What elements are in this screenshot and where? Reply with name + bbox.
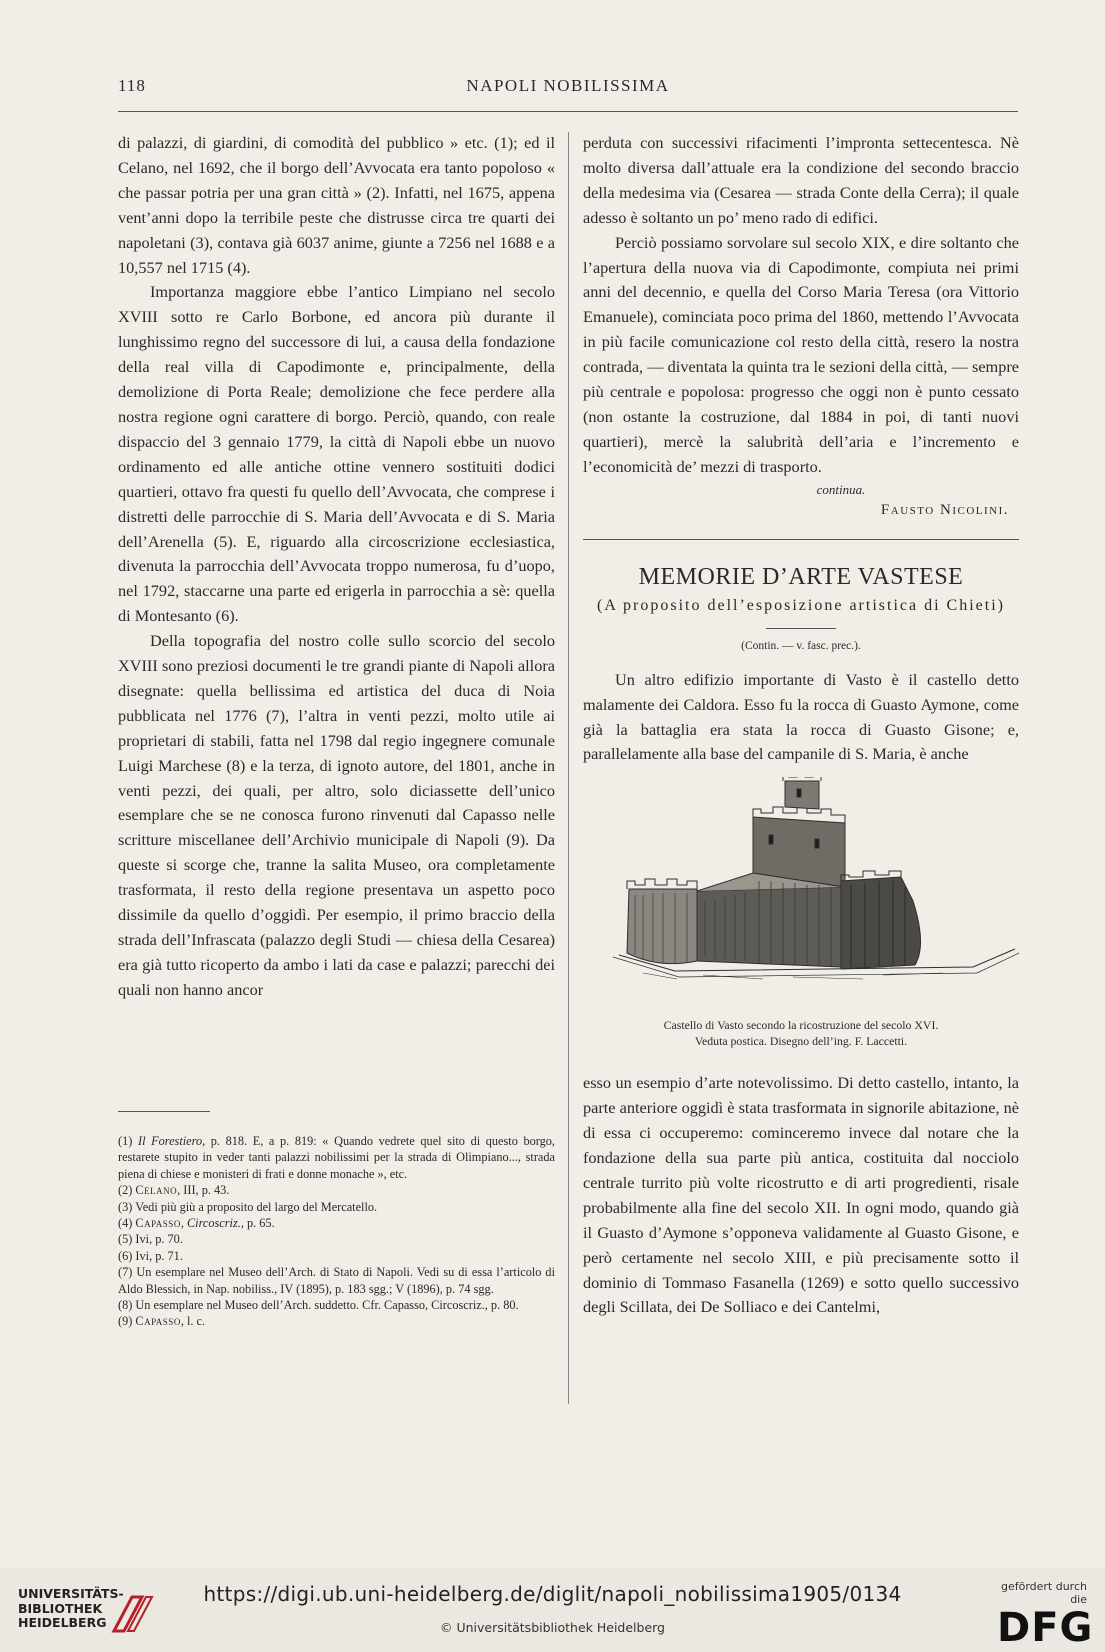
section-rule (583, 539, 1019, 540)
article-paragraph-1: Un altro edifizio importante di Vasto è il castello detto malamente dei Caldora. Esso fu la rocca di Guasto Aymone, come già la battaglia era stata la rocca di Guasto Gisone; e, parallelamente alla base del campanile di S. Maria, è anche (583, 669, 1019, 764)
right-column (583, 131, 1019, 1320)
page-number: 118 (118, 76, 146, 95)
sponsor-label: gefördert durch die (1000, 1580, 1087, 1606)
right-paragraph-2: Perciò possiamo sorvolare sul secolo XIX, e dire soltanto che l’apertura della nuova via di Capodimonte, compiuta nei primi anni del decennio, e quella del Corso Maria Teresa (ora Vittorio Emanuele), cominciata poco prima del 1860, mettendo l’Avvocata in più facile comunicazione col resto della città, resero la nostra contrada, — diventata la quinta tra le sezioni della città, — sempre più centrale e popolosa: progresso che oggi non è punto cessato (non ostante la costruzione, dal 1884 in poi, di tanti nuovi quartieri), mercè la salubrità dell’aria e l’incremento e l’economicità de’ mezzi di trasporto. (583, 232, 1019, 476)
header-rule (118, 111, 1018, 112)
continua-note: continua. (816, 481, 866, 497)
document-url-link[interactable]: https://digi.ub.uni-heidelberg.de/diglit/napoli_nobilissima1905/0134 (203, 1582, 902, 1606)
footnotes (118, 1133, 555, 1330)
footnote-3: (3) Vedi più giù a proposito del largo del Mercatello. (118, 1199, 378, 1214)
figure-caption-line-1: Castello di Vasto secondo la ricostruzione del secolo XVI. (663, 1018, 939, 1033)
footnote-1: (1) Il Forestiero, p. 818. E, a p. 819: « Quando vedrete quel sito di questo borgo, restarete stupito in veder tanti palazzi nobilissimi per la strada di Olimpiano..., strada piena di chiese e monisteri di frati e donne monache », etc. (118, 1134, 555, 1181)
left-paragraph-2: Importanza maggiore ebbe l’antico Limpiano nel secolo XVIII sotto re Carlo Borbone, ed ancora più durante il lunghissimo regno del successore di lui, a causa della fondazione della real villa di Capodimonte e, principalmente, della demolizione di Porta Reale; demolizione che fece perdere alla nostra regione ogni carattere di borgo. Perciò, quando, con reale dispaccio del 3 gennaio 1779, la città di Napoli ebbe un nuovo ordinamento ed alle antiche ottine vennero sostituiti dodici quartieri, ottavo fra questi fu quello dell’Avvocata, che comprese i distretti delle parrocchie di S. Maria dell’Avvocata e di S. Maria dell’Arenella (5). E, riguardo alla circoscrizione ecclesiastica, divenuta la parrocchia dell’Avvocata troppo numerosa, fu d’uopo, nel 1792, staccarne una parte ed erigerla in parrocchia a sè: quella di Montesanto (6). (118, 282, 555, 626)
left-paragraph-3: Della topografia del nostro colle sullo scorcio del secolo XVIII sono preziosi documenti le tre grandi piante di Napoli allora disegnate: quella bellissima ed artistica del duca di Noia pubblicata nel 1776 (7), l’altra in venti pezzi, molto utile ai proprietari di stabili, fatta nel 1798 dal regio ingegnere comunale Luigi Marchese (8) e la terza, di ignoto autore, del 1801, anche in venti pezzi, dei quali, per altro, solo diciassette dell’unico esemplare che se ne conosca furono rinvenuti dal Capasso nelle scritture miscellanee dell’Archivio municipale di Napoli (9). Da queste si scorge che, tranne la salita Museo, ora completamente trasformata, il resto della regione presentava un aspetto poco dissimile da quello d’oggidì. Per esempio, il primo braccio della strada dell’Infrascata (palazzo degli Studi — chiesa della Cesarea) era già tutto ricoperto da ambo i lati da case e palazzi; parecchi dei quali non hanno ancor (118, 631, 555, 999)
footnote-2: (2) Celano, III, p. 43. (118, 1183, 230, 1198)
footnote-5: (5) Ivi, p. 70. (118, 1232, 183, 1247)
library-logo-text: UNIVERSITÄTS- BIBLIOTHEK HEIDELBERG (18, 1586, 124, 1630)
figure-caption (583, 1017, 1019, 1049)
article-subtitle: (A proposito dell’esposizione artistica di Chieti) (597, 596, 1005, 614)
castle-drawing (583, 777, 1019, 1017)
article-title: MEMORIE D’ARTE VASTESE (638, 563, 964, 590)
article-author: Fausto Nicolini. (880, 501, 1009, 518)
viewer-footer (0, 1568, 1105, 1652)
footnote-6: (6) Ivi, p. 71. (118, 1248, 183, 1263)
title-rule (766, 628, 836, 629)
dfg-logo[interactable] (997, 1580, 1094, 1651)
running-title: NAPOLI NOBILISSIMA (466, 76, 670, 95)
footnote-8: (8) Un esemplare nel Museo dell’Arch. suddetto. Cfr. Capasso, Circoscriz., p. 80. (118, 1298, 519, 1313)
left-column (118, 131, 555, 1003)
castle-illustration (583, 777, 1019, 1017)
left-paragraph-1: di palazzi, di giardini, di comodità del pubblico » etc. (1); ed il Celano, nel 1692, che il borgo dell’Avvocata era tanto popoloso « che passar potria per una gran città » (2). Infatti, nel 1675, appena vent’anni dopo la terribile peste che distrusse circa tre quarti dei napoletani (3), contava già 6037 anime, giunte a 7256 nel 1688 e a 10,557 nel 1715 (4). (118, 133, 555, 277)
column-divider (568, 132, 569, 1404)
dfg-wordmark: DFG (997, 1605, 1094, 1651)
figure-caption-line-2: Veduta postica. Disegno dell’ing. F. Laccetti. (694, 1034, 908, 1049)
footnote-9: (9) Capasso, l. c. (118, 1314, 206, 1329)
footnote-rule (118, 1111, 210, 1112)
page-header (118, 76, 1018, 100)
continuation-note: (Contin. — v. fasc. prec.). (741, 639, 861, 652)
copyright-notice: © Universitätsbibliothek Heidelberg (439, 1620, 665, 1635)
footnote-7: (7) Un esemplare nel Museo dell’Arch. di Stato di Napoli. Vedi su di essa l’articolo di Aldo Blessich, in Nap. nobiliss., IV (1895), p. 183 sgg.; V (1896), p. 74 sgg. (118, 1265, 555, 1296)
article-paragraph-2: esso un esempio d’arte notevolissimo. Di detto castello, intanto, la parte anteriore oggidì è stata trasformata in signorile abitazione, nè di essa ci occuperemo: cominceremo invece dal notare che la fondazione della sua parte più antica, costituita dal nocciolo centrale turrito più volte ricostrutto e di arti progredienti, risale probabilmente alla fine del secolo XII. In ogni modo, quando già il Guasto d’Aymone s’opponeva validamente al Guasto Gisone, e però certamente nel secolo XIII, e più precisamente sotto il dominio di Tommaso Fasanella (1269) e sotto quello successivo degli Scillata, dei De Solliaco e dei Cantelmi, (583, 1073, 1019, 1317)
right-paragraph-1: perduta con successivi rifacimenti l’impronta settecentesca. Nè molto diversa dall’attuale era la condizione del secondo braccio della medesima via (Cesarea — strada Conte della Cerra); il quale adesso è soltanto un po’ meno rado di edifici. (583, 133, 1019, 227)
footnote-4: (4) Capasso, Circoscriz., p. 65. (118, 1216, 275, 1231)
